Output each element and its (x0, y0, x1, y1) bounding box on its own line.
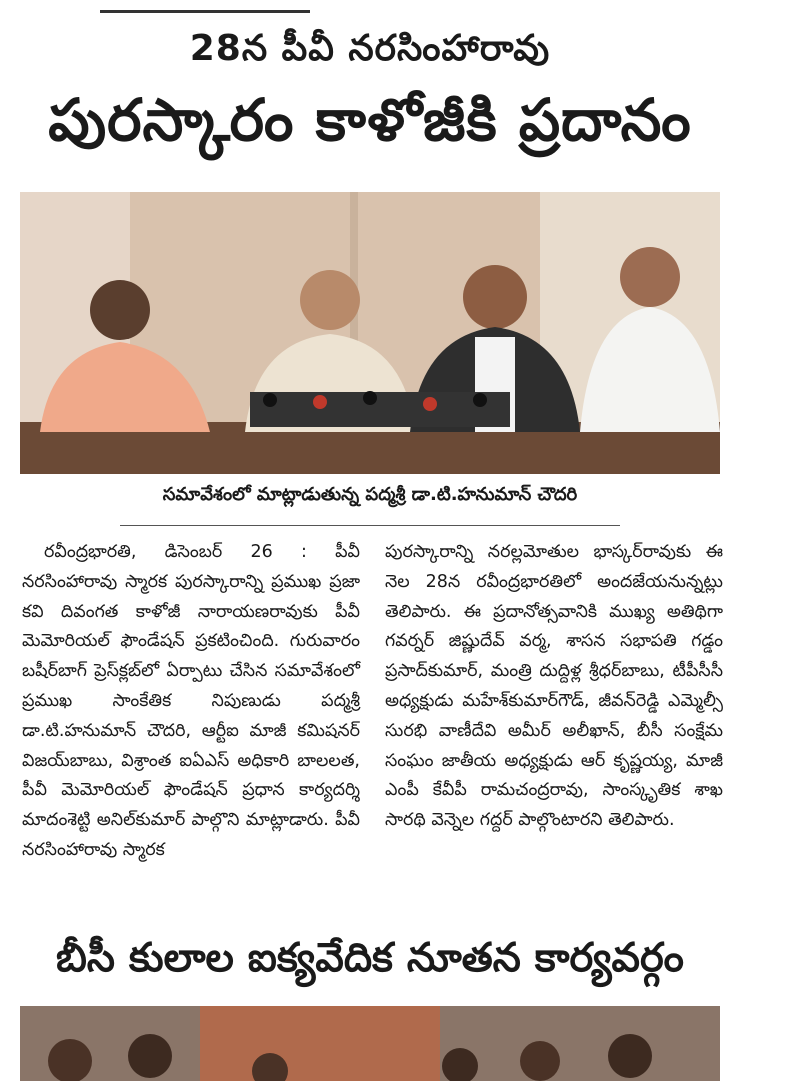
article-body-column-right (385, 538, 723, 836)
caption-divider (120, 525, 620, 526)
press-meet-photo (20, 192, 720, 474)
article-headline: పురస్కారం కాళోజీకి ప్రదానం (48, 86, 692, 154)
article-body-text: రవీంద్రభారతి, డిసెంబర్ 26 : పీవీ నరసింహారావు స్మారక పురస్కారాన్ని ప్రముఖ ప్రజా కవి దివంగత కాళోజీ నారాయణరావుకు పీవీ మెమోరియల్ ఫౌండేషన్ ప్రకటించింది. గురువారం బషీర్‌బాగ్ ప్రెస్‌క్లబ్‌లో ఏర్పాటు చేసిన సమావేశంలో ప్రముఖ సాంకేతిక నిపుణుడు పద్మశ్రీ డా.టి.హనుమాన్ చౌదరి, ఆర్టీఐ మాజీ కమిషనర్ విజయ్‌బాబు, విశ్రాంత ఐఏఎస్ అధికారి బాలలత, పీవీ మెమోరియల్ ఫౌండేషన్ ప్రధాన కార్యదర్శి మాదంశెట్టి అనిల్‌కుమార్ పాల్గొని మాట్లాడారు. పీవీ నరసింహారావు స్మారక (22, 542, 360, 860)
article-body-text-continued: పురస్కారాన్ని నరల్లమోతుల భాస్కర్‌రావుకు ఈ నెల 28న రవీంద్రభారతిలో అందజేయనున్నట్లు తెలిపారు. ఈ ప్రదానోత్సవానికి ముఖ్య అతిథిగా గవర్నర్ జిష్ణుదేవ్ వర్మ, శాసన సభాపతి గడ్డం ప్రసాద్‌కుమార్, మంత్రి దుద్దిళ్ల శ్రీధర్‌బాబు, టీపీసీసీ అధ్యక్షుడు మహేశ్‌కుమార్‌గౌడ్, జీవన్‌రెడ్డి ఎమ్మెల్సీ సురభి వాణీదేవి అమీర్ అలీఖాన్, బీసీ సంక్షేమ సంఘం జాతీయ అధ్యక్షుడు ఆర్ కృష్ణయ్య, మాజీ ఎంపీ కేవీపీ రామచంద్రరావు, సాంస్కృతిక శాఖ సారథి వెన్నెల గద్దర్ పాల్గొంటారని తెలిపారు. (385, 542, 723, 831)
previous-article-fragment (100, 0, 310, 5)
second-article-headline: బీసీ కులాల ఐక్యవేదిక నూతన కార్యవర్గం (56, 935, 684, 981)
group-photo (20, 1006, 720, 1081)
photo-caption: సమావేశంలో మాట్లాడుతున్న పద్మశ్రీ డా.టి.హనుమాన్ చౌదరి (162, 484, 578, 505)
article-kicker: 28న పీవీ నరసింహారావు (189, 28, 551, 69)
article-body-column-left (22, 538, 360, 866)
